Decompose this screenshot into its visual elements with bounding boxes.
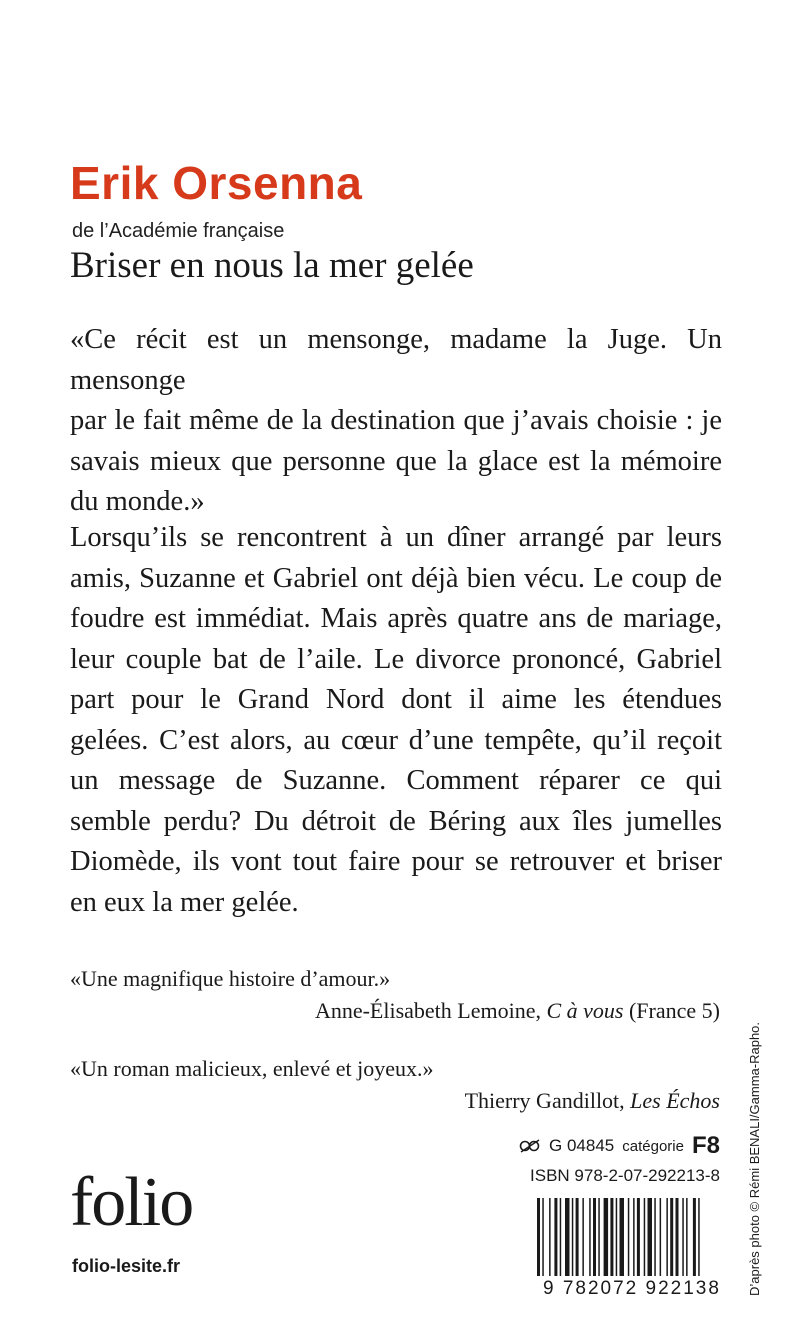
barcode-bar [660, 1198, 662, 1276]
synopsis-line: part pour le Grand Nord dont il aime les étendues [70, 684, 722, 715]
synopsis-line: un message de Suzanne. Comment réparer ce qui [70, 765, 722, 796]
synopsis-line: amis, Suzanne et Gabriel ont déjà bien vécu. Le coup de [70, 562, 722, 594]
review-source-1 [315, 998, 720, 1024]
barcode-bar [560, 1198, 562, 1276]
synopsis [70, 518, 722, 923]
barcode-bar [648, 1198, 653, 1276]
barcode-bar [549, 1198, 551, 1276]
publisher-website: folio-lesite.fr [72, 1256, 181, 1276]
barcode-bar [698, 1198, 700, 1276]
synopsis-line: foudre est immédiat. Mais après quatre ans de mariage, [70, 603, 722, 634]
barcode-bar [610, 1198, 613, 1276]
barcode-bar [565, 1198, 570, 1276]
barcode-bar [644, 1198, 646, 1276]
category-label: catégorie [622, 1137, 684, 1155]
synopsis-line: leur couple bat de l’aile. Le divorce prononcé, Gabriel [70, 643, 722, 675]
barcode-bar [572, 1198, 574, 1276]
academy-line: de l’Académie française [72, 220, 285, 242]
barcode-bar [604, 1198, 609, 1276]
category-value: F8 [691, 1132, 720, 1159]
synopsis-line: en eux la mer gelée. [70, 886, 299, 918]
barcode-bar [616, 1198, 618, 1276]
review-quote-2: «Un roman malicieux, enlevé et joyeux.» [70, 1056, 434, 1081]
synopsis-line: semble perdu? Du détroit de Béring aux îles jumelles [70, 805, 722, 837]
review-source-suffix: (France 5) [623, 998, 720, 1023]
barcode-bar [686, 1198, 688, 1276]
barcode-bar [582, 1198, 584, 1276]
barcode-bar [593, 1198, 596, 1276]
review-source-title: Les Échos [630, 1088, 720, 1113]
barcode-bar [637, 1198, 640, 1276]
barcode-bar [654, 1198, 656, 1276]
synopsis-line: Diomède, ils vont tout faire pour se retrouver et briser [70, 846, 722, 877]
review-source-2 [465, 1088, 720, 1114]
barcode-bar [537, 1198, 540, 1276]
barcode-bar [693, 1198, 696, 1276]
opening-quote [70, 320, 722, 523]
synopsis-line: gelées. C’est alors, au cœur d’une tempête, qu’il reçoit [70, 724, 722, 756]
barcode-bar [542, 1198, 544, 1276]
synopsis-line: Lorsqu’ils se rencontrent à un dîner arrangé par leurs [70, 522, 722, 553]
barcode-bar [598, 1198, 600, 1276]
review-quote-1: «Une magnifique histoire d’amour.» [70, 966, 391, 991]
barcode-bar [620, 1198, 625, 1276]
barcode-bar [554, 1198, 557, 1276]
barcode-bar [589, 1198, 591, 1276]
barcode-bar [576, 1198, 579, 1276]
folio-glyph-icon [519, 1138, 541, 1154]
barcode-bar [628, 1198, 630, 1276]
quote-line: savais mieux que personne que la glace est la mémoire [70, 445, 722, 477]
quote-line: par le fait même de la destination que j’avais choisie : je [70, 405, 722, 436]
folio-logo: folio [70, 1164, 193, 1241]
barcode-bar [633, 1198, 635, 1276]
quote-line: du monde.» [70, 486, 205, 517]
publisher-code: G 04845 [549, 1136, 615, 1155]
author-name: Erik Orsenna [70, 157, 363, 209]
book-title: Briser en nous la mer gelée [70, 245, 474, 286]
isbn: ISBN 978-2-07-292213-8 [530, 1166, 720, 1185]
barcode-bar [666, 1198, 668, 1276]
barcode-bar [670, 1198, 673, 1276]
review-source-name: Anne-Élisabeth Lemoine, [314, 998, 547, 1023]
publisher-code-line [519, 1132, 720, 1160]
review-source-name: Thierry Gandillot, [464, 1088, 631, 1113]
quote-line: «Ce récit est un mensonge, madame la Juge. Un mensonge [70, 324, 722, 396]
barcode-bar [676, 1198, 679, 1276]
photo-credit: D’après photo © Rémi BENALI/Gamma-Rapho. [747, 1021, 762, 1296]
barcode-digits: 9 782072 922138 [543, 1278, 721, 1299]
review-source-title: C à vous [546, 998, 624, 1023]
barcode-bar [682, 1198, 684, 1276]
